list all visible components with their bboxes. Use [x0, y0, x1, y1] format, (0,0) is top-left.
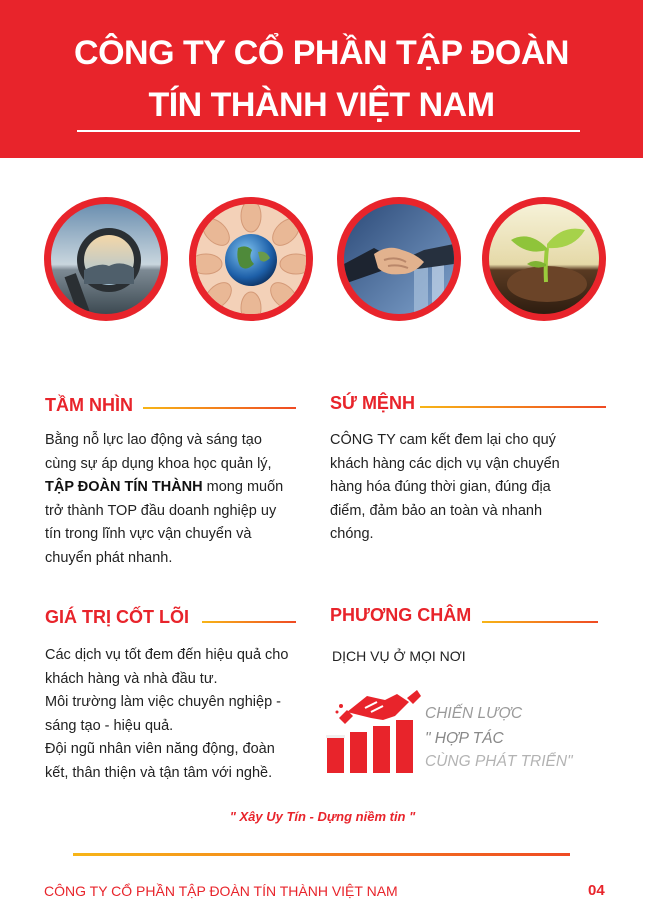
vision-heading: TẦM NHÌN — [45, 395, 133, 415]
vision-line-rest: mong muốn — [202, 479, 284, 495]
strategy-line1: CHIẾN LƯỢC — [425, 705, 523, 722]
motto-photo — [482, 197, 606, 321]
vision-line: tín trong lĩnh vực vận chuyển và — [45, 526, 252, 542]
mission-photo — [189, 197, 313, 321]
company-title-line2: TÍN THÀNH VIỆT NAM — [148, 86, 495, 124]
footer-company-name: CÔNG TY CỔ PHẦN TẬP ĐOÀN TÍN THÀNH VIỆT NAM — [44, 883, 398, 899]
core-values-line: Các dịch vụ tốt đem đến hiệu quả cho — [45, 647, 289, 663]
mission-line: khách hàng các dịch vụ vận chuyển — [330, 455, 560, 472]
page-number: 04 — [588, 882, 605, 899]
vision-line: trở thành TOP đầu doanh nghiệp uy — [45, 502, 277, 519]
vision-line: cùng sự áp dụng khoa học quản lý, — [45, 455, 272, 472]
core-values-line: khách hàng và nhà đầu tư. — [45, 670, 218, 687]
mission-underline — [420, 406, 606, 408]
vision-line — [45, 476, 307, 500]
company-name-bold: TẬP ĐOÀN TÍN THÀNH — [45, 479, 203, 495]
mission-line: chóng. — [330, 526, 374, 542]
vision-text — [45, 429, 307, 570]
motto-heading: PHƯƠNG CHÂM — [330, 605, 472, 625]
header-divider — [77, 130, 580, 132]
strategy-line3: CÙNG PHÁT TRIỂN" — [425, 753, 573, 770]
header-banner — [0, 0, 643, 158]
hands-globe-icon — [196, 204, 306, 314]
mission-line: điểm, đảm bảo an toàn và nhanh — [330, 502, 543, 519]
mission-heading: SỨ MỆNH — [330, 393, 415, 413]
footer-divider — [73, 853, 570, 856]
slogan: " Xây Uy Tín - Dựng niềm tin " — [229, 809, 416, 824]
motto-underline — [482, 621, 598, 623]
core-values-line: kết, thân thiện và tận tâm với nghề. — [45, 764, 273, 781]
core-values-text — [45, 644, 311, 785]
seedling-icon — [489, 204, 599, 314]
handshake-icon — [344, 204, 454, 314]
core-values-photo — [337, 197, 461, 321]
core-values-heading: GIÁ TRỊ CỐT LÕI — [45, 607, 189, 627]
core-values-underline — [202, 621, 296, 623]
magnifier-lens-icon — [51, 204, 161, 314]
vision-photo — [44, 197, 168, 321]
core-values-line: Đội ngũ nhân viên năng động, đoàn — [45, 741, 275, 757]
core-values-line: Môi trường làm việc chuyên nghiệp - — [45, 694, 282, 710]
core-values-line: sáng tạo - hiệu quả. — [45, 717, 174, 734]
strategy-line2: " HỢP TÁC — [425, 730, 504, 747]
mission-line: hàng hóa đúng thời gian, đúng địa — [330, 479, 551, 495]
mission-text — [330, 429, 606, 547]
company-title-line1: CÔNG TY CỔ PHẦN TẬP ĐOÀN — [74, 34, 569, 72]
vision-line: chuyển phát nhanh. — [45, 549, 173, 566]
cooperation-chart-icon — [325, 688, 423, 774]
vision-line: Bằng nỗ lực lao động và sáng tạo — [45, 432, 262, 448]
vision-underline — [143, 407, 296, 409]
mission-line: CÔNG TY cam kết đem lại cho quý — [330, 432, 556, 448]
motto-text: DỊCH VỤ Ở MỌI NƠI — [332, 648, 466, 664]
